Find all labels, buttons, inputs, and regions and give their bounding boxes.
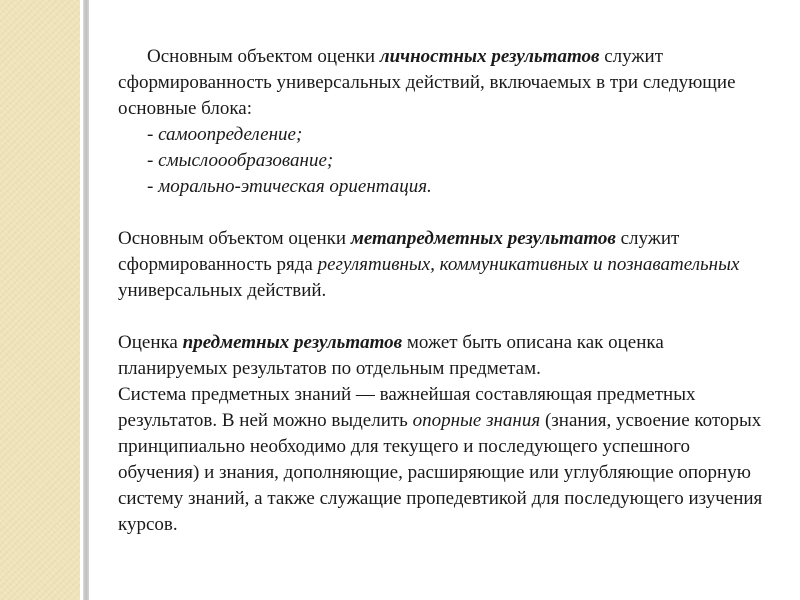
emphasis-subject-results: предметных результатов bbox=[182, 332, 403, 353]
italic-action-types: регулятивных, коммуникативных и познавательных bbox=[317, 254, 740, 275]
text-span: универсальных действий. bbox=[118, 280, 327, 301]
list-item-moral-ethical-orientation: - морально-этическая ориентация. bbox=[147, 176, 432, 197]
text-span: Основным объектом оценки bbox=[147, 46, 380, 67]
list-item-self-determination: - самоопределение; bbox=[147, 124, 303, 145]
subject-results-paragraph bbox=[118, 330, 768, 382]
text-span: (знания, усвоение которых принципиально необходимо для текущего и последующего успешного обучения) и знания, дополняющие, расширяющие или углубляющие опорную систему знаний, а также служащие пропедевтикой для последующего изучения курсов. bbox=[118, 410, 763, 535]
decorative-side-band bbox=[0, 0, 80, 600]
paragraph-gap bbox=[118, 200, 768, 226]
text-span: Система предметных знаний — важнейшая составляющая предметных результатов. В ней можно выделить bbox=[118, 384, 696, 431]
personal-results-paragraph bbox=[118, 44, 768, 122]
text-span: может быть описана как оценка планируемых результатов по отдельным предметам. bbox=[118, 332, 664, 379]
italic-core-knowledge: опорные знания bbox=[412, 410, 541, 431]
decorative-side-rule bbox=[83, 0, 89, 600]
paragraph-gap bbox=[118, 304, 768, 330]
text-span: Основным объектом оценки bbox=[118, 228, 351, 249]
emphasis-metasubject-results: метапредметных результатов bbox=[350, 228, 616, 249]
metasubject-results-paragraph bbox=[118, 226, 768, 304]
list-item-meaning-formation: - смыслоообразование; bbox=[147, 150, 334, 171]
text-span: Оценка bbox=[118, 332, 183, 353]
text-span: служит сформированность универсальных действий, включаемых в три следующие основные блока: bbox=[118, 46, 736, 119]
knowledge-system-paragraph bbox=[118, 382, 768, 538]
slide-text bbox=[118, 44, 768, 538]
text-span: служит сформированность ряда bbox=[118, 228, 680, 275]
emphasis-personal-results: личностных результатов bbox=[379, 46, 600, 67]
